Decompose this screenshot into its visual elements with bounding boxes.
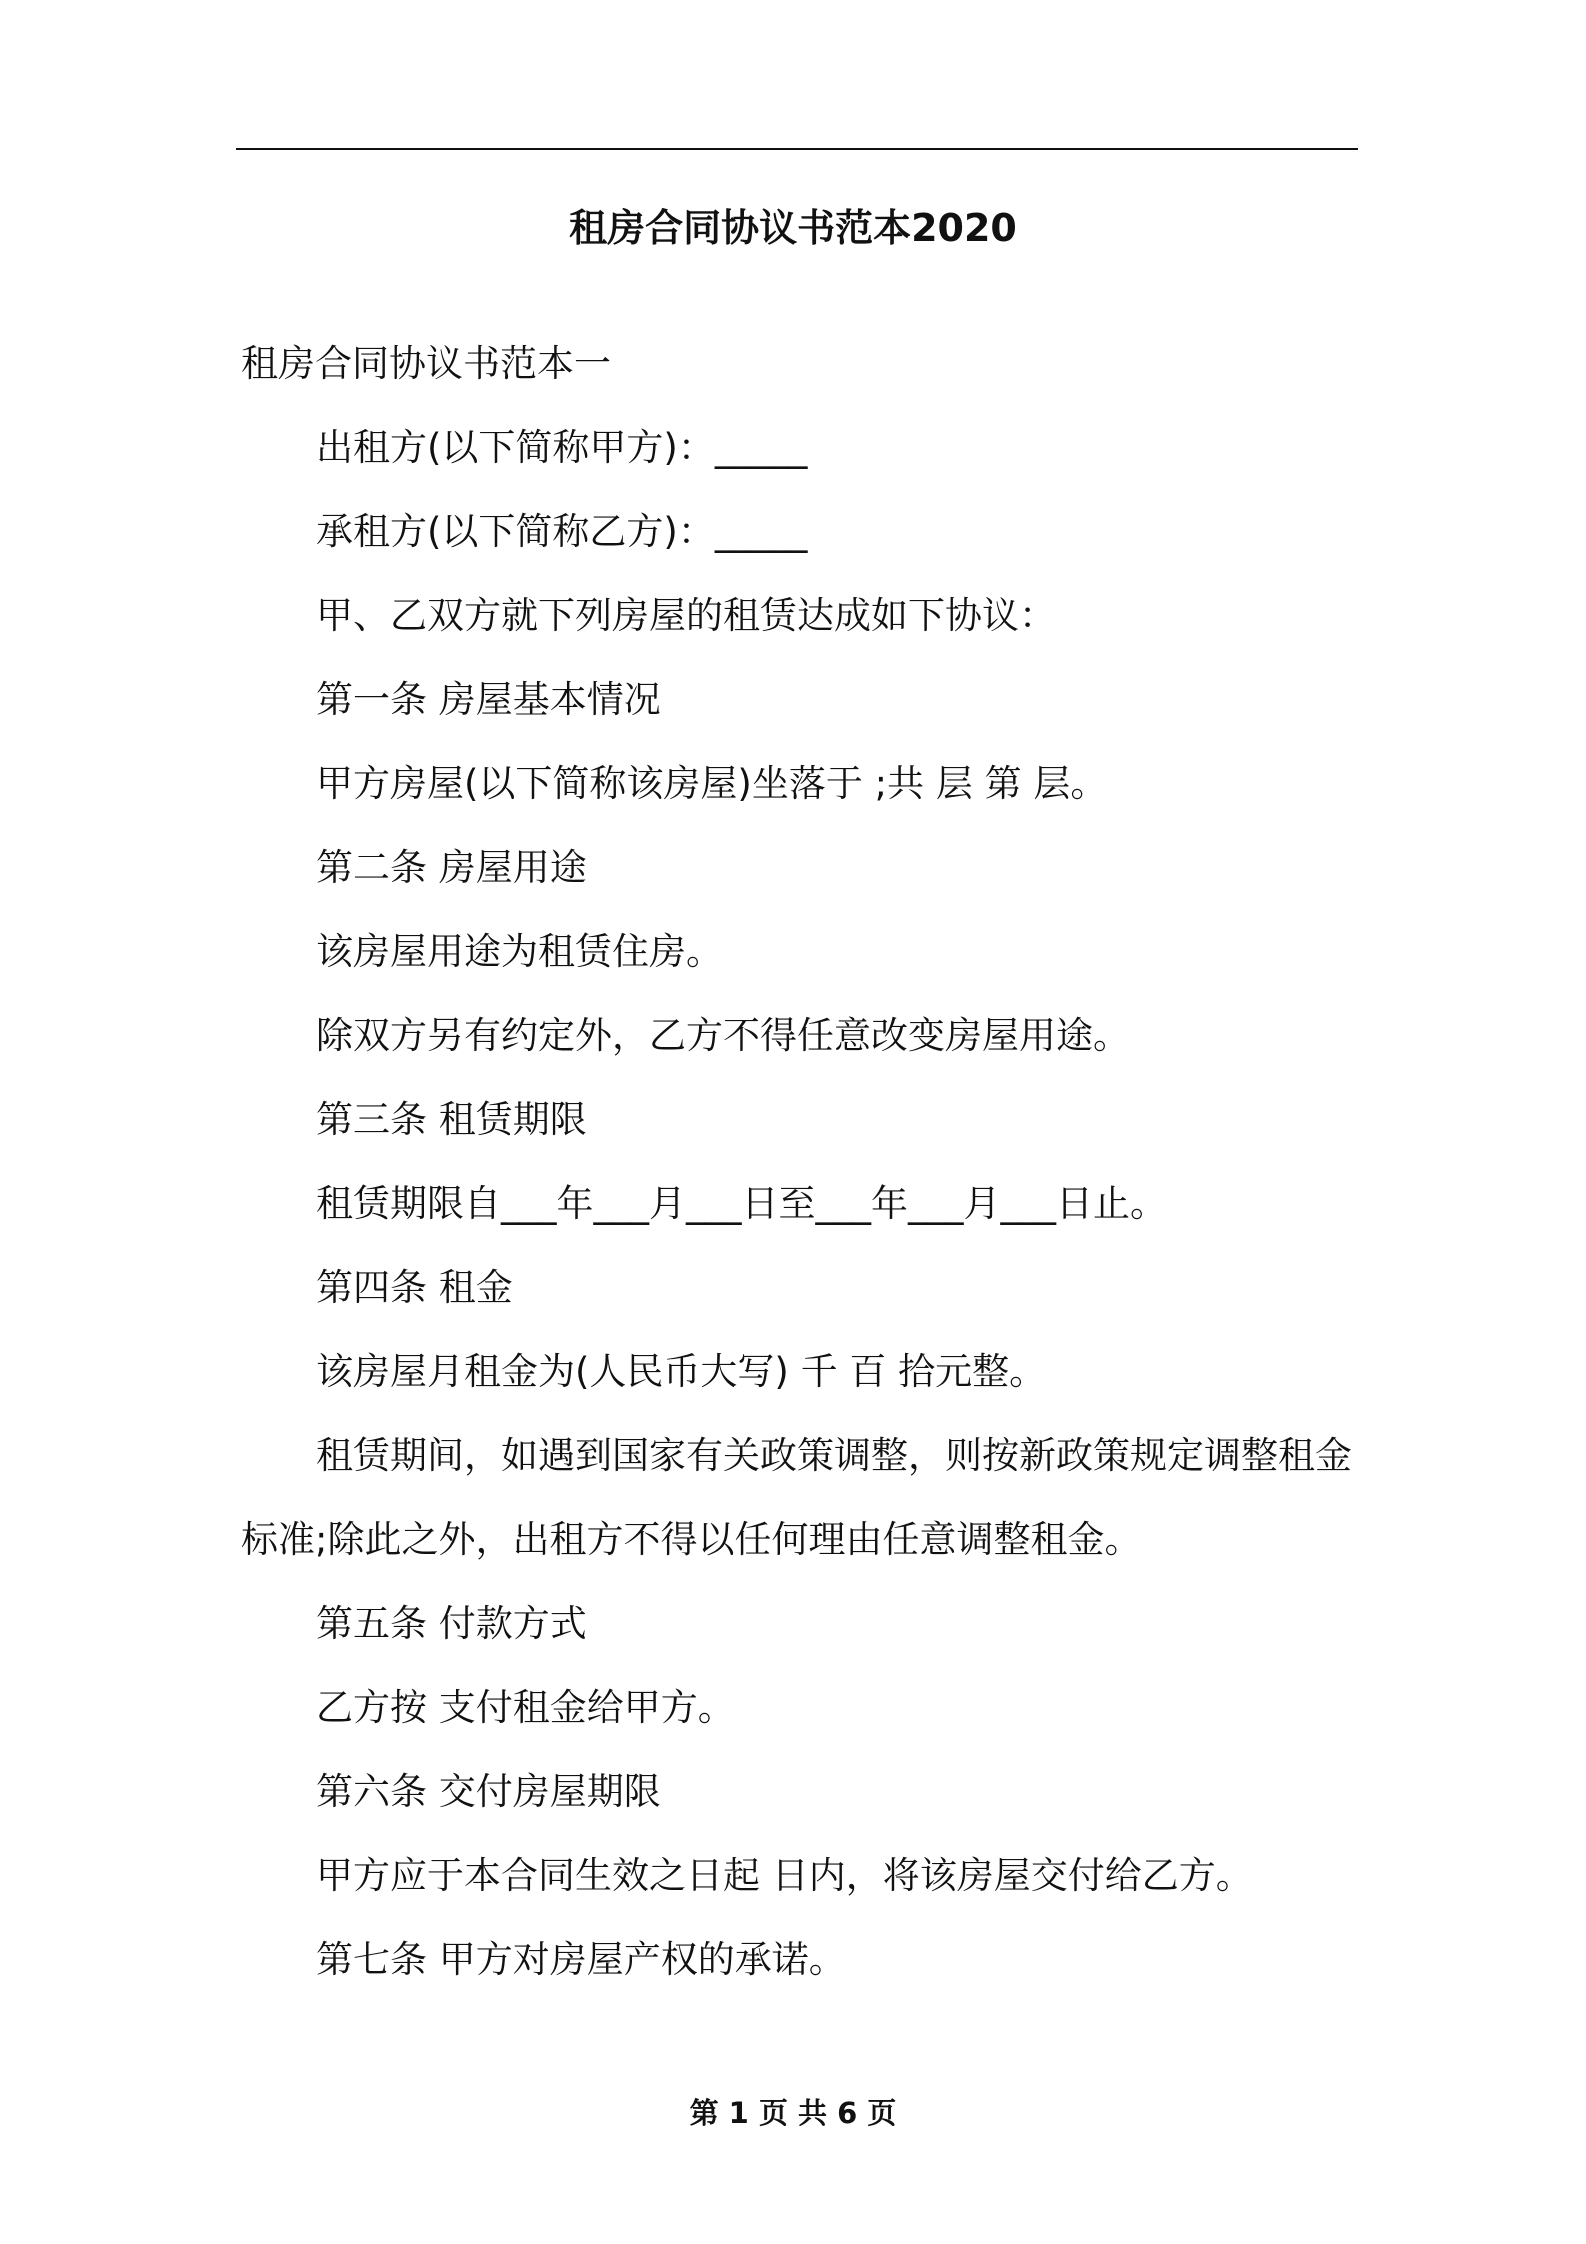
article-2-text-2: 除双方另有约定外，乙方不得任意改变房屋用途。 xyxy=(316,1014,1130,1057)
article-4-heading: 第四条 租金 xyxy=(316,1266,513,1309)
article-6-heading: 第六条 交付房屋期限 xyxy=(316,1770,661,1813)
article-3-text: 租赁期限自___年___月___日至___年___月___日止。 xyxy=(316,1182,1167,1225)
article-5-text: 乙方按 支付租金给甲方。 xyxy=(316,1686,735,1729)
document-title: 租房合同协议书范本2020 xyxy=(569,206,1017,250)
article-4-text-2-continued: 标准;除此之外，出租方不得以任何理由任意调整租金。 xyxy=(241,1518,1142,1561)
article-4-text-1: 该房屋月租金为(人民币大写) 千 百 拾元整。 xyxy=(316,1350,1047,1393)
page-number: 第 1 页 共 6 页 xyxy=(689,2096,897,2130)
article-1-text: 甲方房屋(以下简称该房屋)坐落于 ;共 层 第 层。 xyxy=(316,762,1108,805)
article-3-heading: 第三条 租赁期限 xyxy=(316,1098,587,1141)
article-6-text: 甲方应于本合同生效之日起 日内，将该房屋交付给乙方。 xyxy=(316,1854,1253,1897)
paragraph-lessor: 出租方(以下简称甲方)：_____ xyxy=(316,426,808,469)
article-1-heading: 第一条 房屋基本情况 xyxy=(316,678,661,721)
paragraph-lessee: 承租方(以下简称乙方)：_____ xyxy=(316,510,808,553)
paragraph-agreement: 甲、乙双方就下列房屋的租赁达成如下协议： xyxy=(316,594,1056,637)
header-rule xyxy=(236,148,1358,150)
document-body xyxy=(241,322,1361,2002)
article-2-text-1: 该房屋用途为租赁住房。 xyxy=(316,930,723,973)
section-heading: 租房合同协议书范本一 xyxy=(241,342,611,385)
article-7-heading: 第七条 甲方对房屋产权的承诺。 xyxy=(316,1938,846,1981)
article-4-text-2: 租赁期间，如遇到国家有关政策调整，则按新政策规定调整租金 xyxy=(316,1434,1352,1477)
article-2-heading: 第二条 房屋用途 xyxy=(316,846,587,889)
article-5-heading: 第五条 付款方式 xyxy=(316,1602,587,1645)
